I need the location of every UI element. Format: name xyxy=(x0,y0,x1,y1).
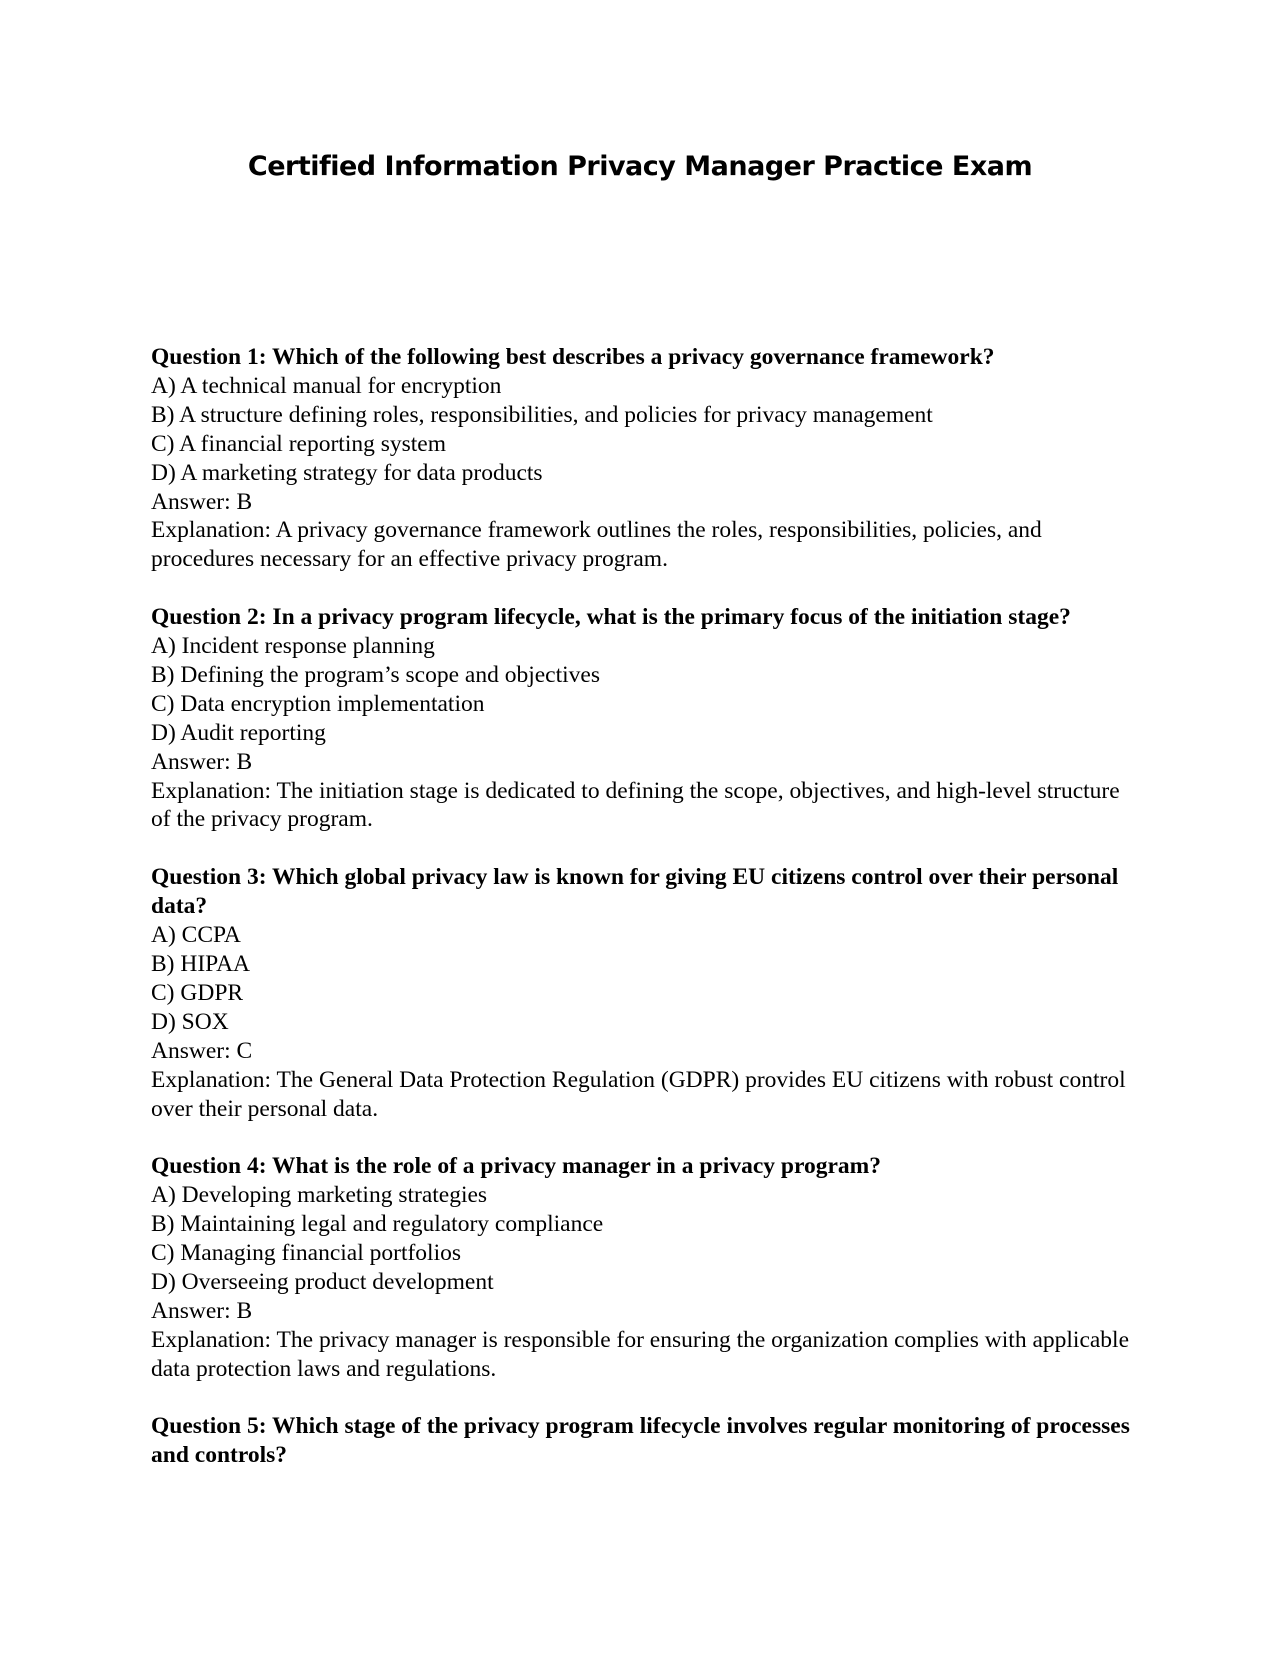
answer-line: Answer: B xyxy=(151,748,253,775)
answer-line: Answer: C xyxy=(151,1037,253,1064)
option-d: D) SOX xyxy=(151,1008,229,1035)
questions-list xyxy=(151,343,1141,1499)
option-c: C) A financial reporting system xyxy=(151,430,447,457)
option-d: D) Overseeing product development xyxy=(151,1268,494,1295)
explanation-text: Explanation: A privacy governance framework outlines the roles, responsibilities, policies, and procedures necessary for an effective privacy program. xyxy=(151,517,1042,573)
option-a: A) A technical manual for encryption xyxy=(151,372,502,399)
option-d: D) Audit reporting xyxy=(151,719,326,746)
question-4 xyxy=(151,1152,1141,1383)
option-b: B) HIPAA xyxy=(151,951,251,977)
option-a: A) CCPA xyxy=(151,922,241,949)
question-heading: Question 3: Which global privacy law is known for giving EU citizens control over their personal data? xyxy=(151,864,1119,920)
question-3 xyxy=(151,863,1141,1123)
answer-line: Answer: B xyxy=(151,1297,253,1324)
option-c: C) Managing financial portfolios xyxy=(151,1240,461,1267)
question-2 xyxy=(151,603,1141,834)
question-1 xyxy=(151,343,1141,574)
question-5 xyxy=(151,1412,1141,1470)
option-b: B) Maintaining legal and regulatory compliance xyxy=(151,1211,604,1238)
option-b: B) A structure defining roles, responsibilities, and policies for privacy management xyxy=(151,401,933,428)
page-title: Certified Information Privacy Manager Practice Exam xyxy=(247,151,1033,182)
question-heading: Question 5: Which stage of the privacy program lifecycle involves regular monitoring of processes and controls? xyxy=(151,1413,1130,1469)
option-b: B) Defining the program’s scope and objectives xyxy=(151,661,600,688)
option-a: A) Incident response planning xyxy=(151,633,435,660)
answer-line: Answer: B xyxy=(151,488,253,515)
explanation-text: Explanation: The initiation stage is dedicated to defining the scope, objectives, and high-level structure of the privacy program. xyxy=(151,777,1120,833)
explanation-text: Explanation: The privacy manager is responsible for ensuring the organization complies with applicable data protection laws and regulations. xyxy=(151,1326,1130,1382)
question-heading: Question 4: What is the role of a privacy manager in a privacy program? xyxy=(151,1153,881,1180)
question-heading: Question 1: Which of the following best describes a privacy governance framework? xyxy=(151,344,995,370)
option-c: C) GDPR xyxy=(151,979,244,1006)
option-c: C) Data encryption implementation xyxy=(151,690,485,717)
option-d: D) A marketing strategy for data products xyxy=(151,459,543,486)
explanation-text: Explanation: The General Data Protection Regulation (GDPR) provides EU citizens with robust control over their personal data. xyxy=(151,1066,1126,1122)
question-heading: Question 2: In a privacy program lifecycle, what is the primary focus of the initiation stage? xyxy=(151,604,1071,631)
option-a: A) Developing marketing strategies xyxy=(151,1182,488,1209)
